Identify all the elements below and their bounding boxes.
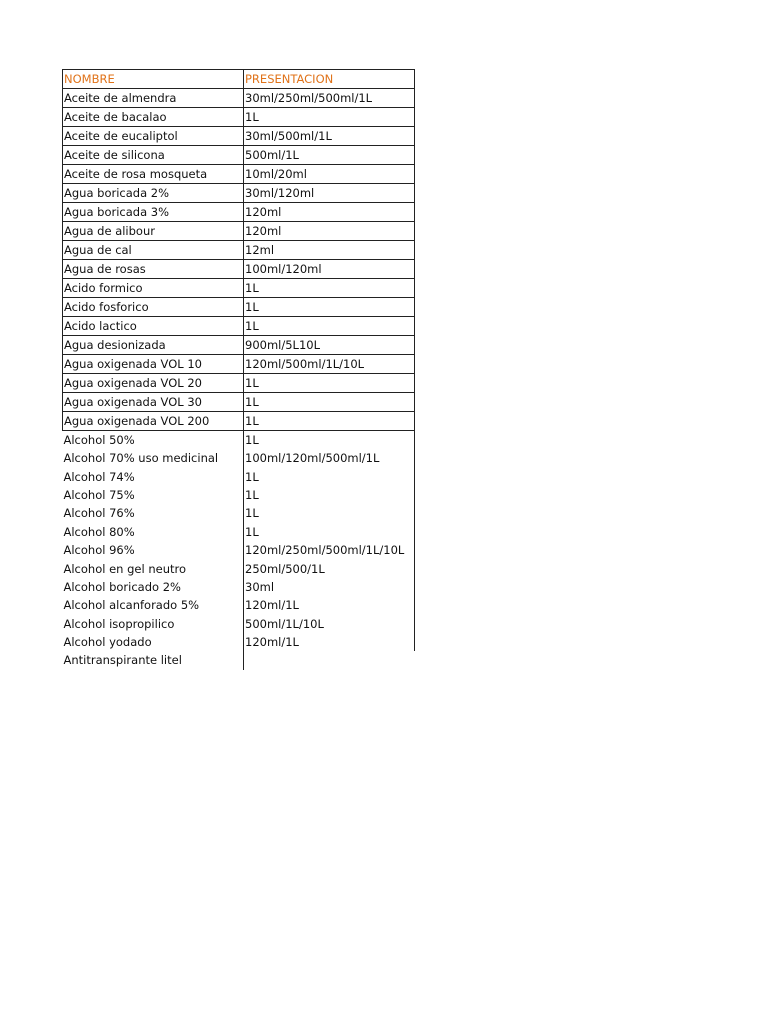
cell-name: Aceite de eucaliptol: [63, 127, 244, 146]
cell-presentation: 1L: [244, 298, 415, 317]
cell-name: Alcohol 50%: [63, 431, 244, 450]
table-row: [63, 486, 415, 504]
table-row: [63, 504, 415, 522]
table-row: [63, 184, 415, 203]
cell-name: Alcohol 80%: [63, 523, 244, 541]
table-row: [63, 578, 415, 596]
cell-name: Alcohol 96%: [63, 541, 244, 559]
cell-presentation: 1L: [244, 317, 415, 336]
cell-presentation: 120ml/500ml/1L/10L: [244, 355, 415, 374]
products-table: [62, 69, 415, 670]
cell-presentation: 120ml/1L: [244, 633, 415, 651]
cell-name: Alcohol boricado 2%: [63, 578, 244, 596]
cell-name: Agua de cal: [63, 241, 244, 260]
table-row: [63, 203, 415, 222]
table-row: [63, 146, 415, 165]
cell-name: Alcohol 74%: [63, 467, 244, 485]
cell-presentation: 1L: [244, 374, 415, 393]
cell-name: Aceite de rosa mosqueta: [63, 165, 244, 184]
table-row: [63, 412, 415, 431]
table-body: [63, 89, 415, 670]
cell-presentation: 100ml/120ml/500ml/1L: [244, 449, 415, 467]
cell-name: Acido formico: [63, 279, 244, 298]
table-row: [63, 523, 415, 541]
cell-name: Alcohol 75%: [63, 486, 244, 504]
cell-presentation: 1L: [244, 108, 415, 127]
cell-presentation: 500ml/1L/10L: [244, 615, 415, 633]
cell-presentation: [244, 651, 415, 669]
cell-name: Agua desionizada: [63, 336, 244, 355]
cell-name: Agua de rosas: [63, 260, 244, 279]
table-row: [63, 541, 415, 559]
table-row: [63, 127, 415, 146]
cell-presentation: 1L: [244, 279, 415, 298]
table-row: [63, 336, 415, 355]
cell-name: Agua boricada 3%: [63, 203, 244, 222]
table-row: [63, 633, 415, 651]
table-row: [63, 317, 415, 336]
table-row: [63, 355, 415, 374]
cell-name: Aceite de almendra: [63, 89, 244, 108]
cell-presentation: 30ml: [244, 578, 415, 596]
cell-name: Agua oxigenada VOL 30: [63, 393, 244, 412]
cell-name: Aceite de bacalao: [63, 108, 244, 127]
cell-presentation: 1L: [244, 393, 415, 412]
table-row: [63, 222, 415, 241]
cell-presentation: 30ml/250ml/500ml/1L: [244, 89, 415, 108]
cell-presentation: 1L: [244, 523, 415, 541]
cell-presentation: 900ml/5L10L: [244, 336, 415, 355]
table-row: [63, 431, 415, 450]
header-row: [63, 70, 415, 89]
cell-name: Alcohol alcanforado 5%: [63, 596, 244, 614]
cell-name: Agua boricada 2%: [63, 184, 244, 203]
cell-name: Alcohol 70% uso medicinal: [63, 449, 244, 467]
table-row: [63, 165, 415, 184]
cell-name: Agua de alibour: [63, 222, 244, 241]
cell-presentation: 500ml/1L: [244, 146, 415, 165]
table-row: [63, 651, 415, 669]
cell-name: Alcohol yodado: [63, 633, 244, 651]
cell-name: Acido lactico: [63, 317, 244, 336]
table-row: [63, 241, 415, 260]
cell-presentation: 250ml/500/1L: [244, 559, 415, 577]
table-row: [63, 449, 415, 467]
cell-presentation: 120ml/1L: [244, 596, 415, 614]
cell-name: Aceite de silicona: [63, 146, 244, 165]
cell-name: Acido fosforico: [63, 298, 244, 317]
table-row: [63, 260, 415, 279]
cell-presentation: 1L: [244, 504, 415, 522]
cell-presentation: 10ml/20ml: [244, 165, 415, 184]
cell-presentation: 30ml/120ml: [244, 184, 415, 203]
cell-name: Agua oxigenada VOL 200: [63, 412, 244, 431]
cell-name: Agua oxigenada VOL 20: [63, 374, 244, 393]
table-row: [63, 108, 415, 127]
table-row: [63, 374, 415, 393]
table-row: [63, 596, 415, 614]
table-row: [63, 298, 415, 317]
table-row: [63, 615, 415, 633]
cell-presentation: 1L: [244, 412, 415, 431]
cell-presentation: 100ml/120ml: [244, 260, 415, 279]
header-presentation: PRESENTACION: [244, 70, 415, 89]
table-row: [63, 89, 415, 108]
cell-name: Alcohol isopropilico: [63, 615, 244, 633]
cell-name: Antitranspirante litel: [63, 651, 244, 669]
cell-presentation: 1L: [244, 467, 415, 485]
cell-presentation: 12ml: [244, 241, 415, 260]
table-row: [63, 559, 415, 577]
cell-presentation: 1L: [244, 486, 415, 504]
table-row: [63, 467, 415, 485]
cell-name: Alcohol 76%: [63, 504, 244, 522]
header-name: NOMBRE: [63, 70, 244, 89]
cell-name: Agua oxigenada VOL 10: [63, 355, 244, 374]
cell-presentation: 30ml/500ml/1L: [244, 127, 415, 146]
cell-presentation: 1L: [244, 431, 415, 450]
table-row: [63, 393, 415, 412]
table-row: [63, 279, 415, 298]
cell-presentation: 120ml: [244, 222, 415, 241]
cell-presentation: 120ml/250ml/500ml/1L/10L: [244, 541, 415, 559]
cell-name: Alcohol en gel neutro: [63, 559, 244, 577]
cell-presentation: 120ml: [244, 203, 415, 222]
